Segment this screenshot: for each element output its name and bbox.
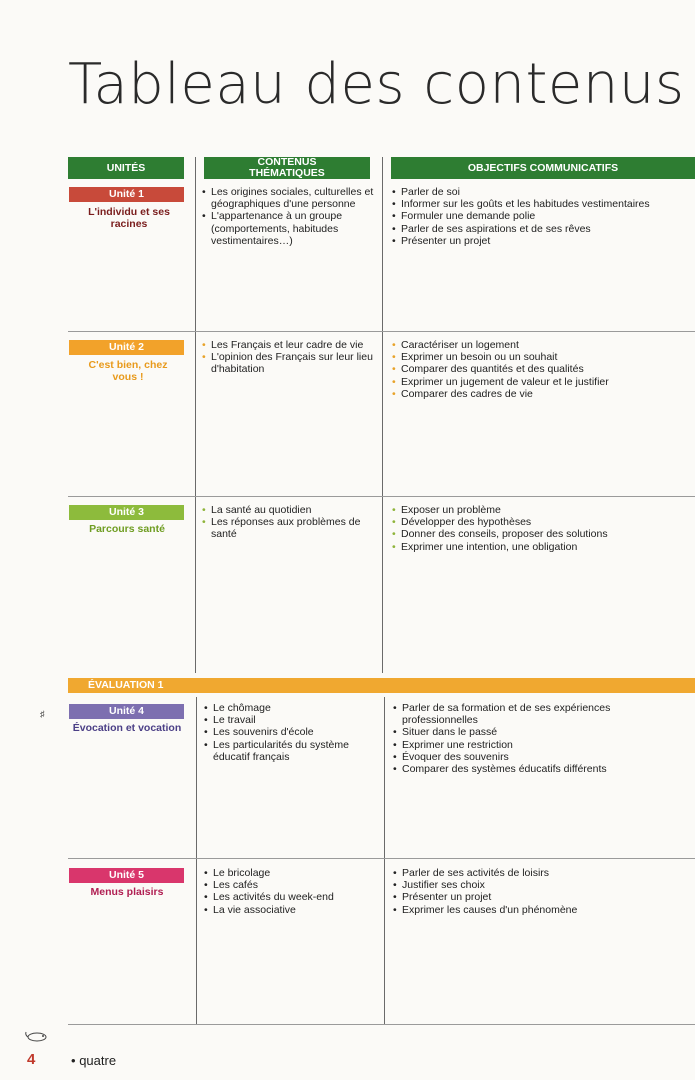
column-divider xyxy=(384,697,385,1025)
list-item: • Les souvenirs d'école xyxy=(204,726,376,738)
themes-list xyxy=(202,504,374,541)
list-item: • Présenter un projet xyxy=(392,235,692,247)
header-themes: CONTENUS THÉMATIQUES xyxy=(204,157,370,179)
list-item: • Les réponses aux problèmes de santé xyxy=(202,516,374,540)
list-item: • Présenter un projet xyxy=(393,891,683,903)
unit-title: Parcours santé xyxy=(89,523,165,535)
unit-badge: Unité 4 xyxy=(69,704,184,719)
list-item: • Informer sur les goûts et les habitudes vestimentaires xyxy=(392,198,692,210)
header-objectives: OBJECTIFS COMMUNICATIFS xyxy=(391,157,695,179)
list-item: • Caractériser un logement xyxy=(392,339,692,351)
list-item: • Comparer des cadres de vie xyxy=(392,388,692,400)
mouse-icon xyxy=(24,1030,50,1042)
column-divider xyxy=(382,157,383,673)
header-units: UNITÉS xyxy=(68,157,184,179)
unit-title: C'est bien, chez vous ! xyxy=(88,359,168,383)
list-item: • Les particularités du système éducatif français xyxy=(204,739,376,763)
list-item: • Exprimer un besoin ou un souhait xyxy=(392,351,692,363)
unit-title: Évocation et vocation xyxy=(72,722,182,734)
row-divider xyxy=(68,496,695,497)
list-item: • Exposer un problème xyxy=(392,504,692,516)
list-item: • Évoquer des souvenirs xyxy=(393,751,648,763)
bullet-icon: • xyxy=(71,1053,76,1068)
list-item: • L'appartenance à un groupe (comportements, habitudes vestimentaires…) xyxy=(202,210,374,247)
list-item: • Exprimer une restriction xyxy=(393,739,648,751)
page-word xyxy=(71,1053,116,1068)
objectives-list xyxy=(392,504,692,553)
unit-badge: Unité 3 xyxy=(69,505,184,520)
objectives-list xyxy=(393,702,648,775)
page-number: 4 xyxy=(27,1051,36,1068)
scan-mark: ♯ xyxy=(40,709,45,719)
list-item: • Donner des conseils, proposer des solutions xyxy=(392,528,692,540)
list-item: • Le chômage xyxy=(204,702,376,714)
list-item: • Parler de ses aspirations et de ses rêves xyxy=(392,223,692,235)
list-item: • Justifier ses choix xyxy=(393,879,683,891)
list-item: • Parler de sa formation et de ses expériences professionnelles xyxy=(393,702,648,726)
page-title: Tableau des contenus xyxy=(68,52,685,117)
column-divider xyxy=(195,157,196,673)
list-item: • La vie associative xyxy=(204,904,376,916)
list-item: • Les cafés xyxy=(204,879,376,891)
themes-list xyxy=(202,186,374,247)
page-word-text: quatre xyxy=(79,1053,117,1068)
themes-list xyxy=(202,339,374,376)
list-item: • Formuler une demande polie xyxy=(392,210,692,222)
list-item: • Les origines sociales, culturelles et géographiques d'une personne xyxy=(202,186,374,210)
objectives-list xyxy=(392,186,692,247)
column-divider xyxy=(196,697,197,1025)
list-item: • Le bricolage xyxy=(204,867,376,879)
list-item: • La santé au quotidien xyxy=(202,504,374,516)
list-item: • Les activités du week-end xyxy=(204,891,376,903)
objectives-list xyxy=(392,339,692,400)
themes-list xyxy=(204,867,376,916)
list-item: • Comparer des systèmes éducatifs différents xyxy=(393,763,648,775)
unit-badge: Unité 2 xyxy=(69,340,184,355)
list-item: • Le travail xyxy=(204,714,376,726)
evaluation-bar: ÉVALUATION 1 xyxy=(68,678,695,693)
objectives-list xyxy=(393,867,683,916)
list-item: • Situer dans le passé xyxy=(393,726,648,738)
themes-list xyxy=(204,702,376,763)
list-item: • Comparer des quantités et des qualités xyxy=(392,363,692,375)
list-item: • Exprimer les causes d'un phénomène xyxy=(393,904,683,916)
row-divider xyxy=(68,331,695,332)
list-item: • Exprimer une intention, une obligation xyxy=(392,541,692,553)
list-item: • L'opinion des Français sur leur lieu d'habitation xyxy=(202,351,374,375)
unit-badge: Unité 5 xyxy=(69,868,184,883)
list-item: • Les Français et leur cadre de vie xyxy=(202,339,374,351)
list-item: • Développer des hypothèses xyxy=(392,516,692,528)
row-divider xyxy=(68,858,695,859)
list-item: • Parler de ses activités de loisirs xyxy=(393,867,683,879)
unit-title: L'individu et ses racines xyxy=(88,206,170,230)
list-item: • Exprimer un jugement de valeur et le justifier xyxy=(392,376,692,388)
row-divider xyxy=(68,1024,695,1025)
unit-badge: Unité 1 xyxy=(69,187,184,202)
unit-title: Menus plaisirs xyxy=(90,886,164,898)
list-item: • Parler de soi xyxy=(392,186,692,198)
